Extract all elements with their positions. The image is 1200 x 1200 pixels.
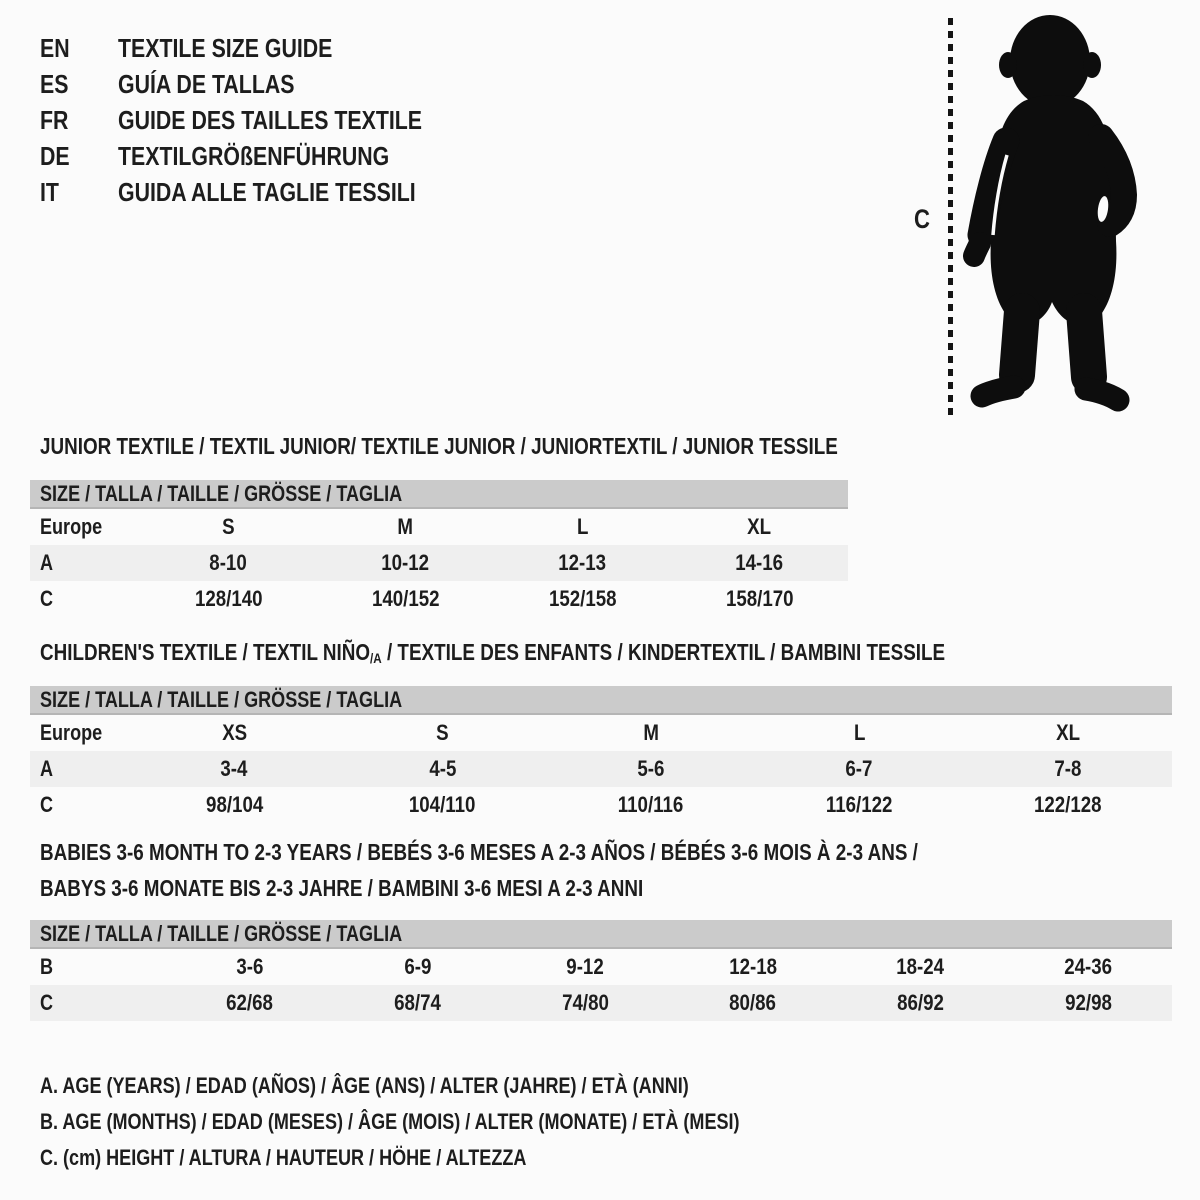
table-row-age bbox=[30, 751, 1172, 787]
size-cell: XL bbox=[1055, 720, 1080, 745]
size-cell: 116/122 bbox=[826, 792, 893, 817]
row-label: C bbox=[40, 990, 54, 1015]
table-row-height bbox=[30, 581, 848, 617]
row-label: Europe bbox=[40, 514, 103, 539]
height-measure-label: C bbox=[914, 204, 930, 234]
size-cell: 6-9 bbox=[403, 954, 432, 979]
language-code: ES bbox=[40, 69, 69, 99]
language-code: EN bbox=[40, 33, 70, 63]
guide-title-de: TEXTILGRÖßENFÜHRUNG bbox=[118, 141, 390, 171]
language-code: FR bbox=[40, 105, 69, 135]
legend-line-c: C. (cm) HEIGHT / ALTURA / HAUTEUR / HÖHE / ALTEZZA bbox=[40, 1145, 527, 1170]
size-cell: 10-12 bbox=[381, 550, 430, 575]
babies-title-line1: BABIES 3-6 MONTH TO 2-3 YEARS / BEBÉS 3-6 MESES A 2-3 AÑOS / BÉBÉS 3-6 MOIS À 2-3 ANS / bbox=[40, 839, 918, 865]
row-label: A bbox=[40, 550, 54, 575]
nino-a-subscript: /A bbox=[370, 651, 382, 668]
size-cell: 7-8 bbox=[1054, 756, 1082, 781]
guide-title-en: TEXTILE SIZE GUIDE bbox=[118, 33, 333, 63]
size-cell: 8-10 bbox=[209, 550, 248, 575]
guide-title-fr: GUIDE DES TAILLES TEXTILE bbox=[118, 105, 423, 135]
size-cell: 3-6 bbox=[236, 954, 264, 979]
children-section-title: CHILDREN'S TEXTILE / TEXTIL NIÑO/A / TEXTILE DES ENFANTS / KINDERTEXTIL / BAMBINI TESSILE bbox=[40, 639, 946, 668]
guide-title-es: GUÍA DE TALLAS bbox=[118, 69, 295, 99]
size-cell: 9-12 bbox=[566, 954, 604, 979]
babies-title-line2: BABYS 3-6 MONATE BIS 2-3 JAHRE / BAMBINI 3-6 MESI A 2-3 ANNI bbox=[40, 875, 644, 901]
size-cell: 158/170 bbox=[725, 586, 794, 611]
size-header-bar: SIZE / TALLA / TAILLE / GRÖSSE / TAGLIA bbox=[30, 686, 1172, 715]
table-row-months bbox=[30, 949, 1172, 985]
size-cell: 86/92 bbox=[897, 990, 944, 1015]
size-cell: 104/110 bbox=[409, 792, 476, 817]
table-row-height bbox=[30, 985, 1172, 1021]
language-row-de bbox=[40, 138, 489, 174]
language-code: DE bbox=[40, 141, 70, 171]
size-cell: 5-6 bbox=[637, 756, 665, 781]
size-cell: L bbox=[853, 720, 866, 745]
legend-line-b: B. AGE (MONTHS) / EDAD (MESES) / ÂGE (MOIS) / ALTER (MONATE) / ETÀ (MESI) bbox=[40, 1109, 740, 1134]
size-cell: 14-16 bbox=[735, 550, 784, 575]
size-cell: 12-13 bbox=[558, 550, 607, 575]
table-row-height bbox=[30, 787, 1172, 823]
guide-title-it: GUIDA ALLE TAGLIE TESSILI bbox=[118, 177, 416, 207]
size-cell: 110/116 bbox=[618, 792, 684, 817]
row-label: C bbox=[40, 792, 54, 817]
size-cell: M bbox=[643, 720, 659, 745]
size-cell: S bbox=[222, 514, 235, 539]
size-cell: 80/86 bbox=[729, 990, 777, 1015]
babies-size-table bbox=[30, 920, 1172, 1021]
children-size-table bbox=[30, 686, 1172, 823]
size-cell: 68/74 bbox=[394, 990, 441, 1015]
language-row-en bbox=[40, 30, 489, 66]
row-label: C bbox=[40, 586, 54, 611]
size-cell: 6-7 bbox=[845, 756, 873, 781]
measurement-legend bbox=[40, 1068, 893, 1176]
size-cell: 98/104 bbox=[205, 792, 263, 817]
size-cell: S bbox=[436, 720, 449, 745]
size-cell: 24-36 bbox=[1064, 954, 1113, 979]
language-row-fr bbox=[40, 102, 489, 138]
size-cell: 62/68 bbox=[226, 990, 274, 1015]
size-cell: 3-4 bbox=[220, 756, 248, 781]
size-cell: 140/152 bbox=[371, 586, 440, 611]
size-cell: 122/128 bbox=[1033, 792, 1102, 817]
row-label: A bbox=[40, 756, 54, 781]
size-cell: M bbox=[397, 514, 414, 539]
table-row-europe bbox=[30, 509, 848, 545]
language-row-es bbox=[40, 66, 489, 102]
row-label: Europe bbox=[40, 720, 103, 745]
table-row-europe bbox=[30, 715, 1172, 751]
size-cell: 12-18 bbox=[728, 954, 777, 979]
junior-section-title: JUNIOR TEXTILE / TEXTIL JUNIOR/ TEXTILE JUNIOR / JUNIORTEXTIL / JUNIOR TESSILE bbox=[40, 433, 838, 459]
legend-line-a: A. AGE (YEARS) / EDAD (AÑOS) / ÂGE (ANS) / ALTER (JAHRE) / ETÀ (ANNI) bbox=[40, 1073, 689, 1098]
language-code: IT bbox=[40, 177, 59, 207]
size-cell: 128/140 bbox=[194, 586, 263, 611]
size-cell: XS bbox=[221, 720, 247, 745]
size-cell: 4-5 bbox=[429, 756, 457, 781]
size-header-bar: SIZE / TALLA / TAILLE / GRÖSSE / TAGLIA bbox=[30, 920, 1172, 949]
baby-silhouette-icon bbox=[960, 12, 1146, 418]
size-cell: 152/158 bbox=[548, 586, 617, 611]
size-cell: 92/98 bbox=[1064, 990, 1112, 1015]
junior-size-table bbox=[30, 480, 848, 617]
size-cell: 18-24 bbox=[896, 954, 945, 979]
table-row-age bbox=[30, 545, 848, 581]
language-list bbox=[40, 30, 489, 210]
row-label: B bbox=[40, 954, 54, 979]
language-row-it bbox=[40, 174, 489, 210]
size-cell: XL bbox=[747, 514, 772, 539]
size-cell: L bbox=[576, 514, 589, 539]
babies-section-title bbox=[40, 834, 1111, 906]
size-header-bar: SIZE / TALLA / TAILLE / GRÖSSE / TAGLIA bbox=[30, 480, 848, 509]
height-measure-dashed-line bbox=[948, 18, 953, 416]
size-cell: 74/80 bbox=[561, 990, 609, 1015]
